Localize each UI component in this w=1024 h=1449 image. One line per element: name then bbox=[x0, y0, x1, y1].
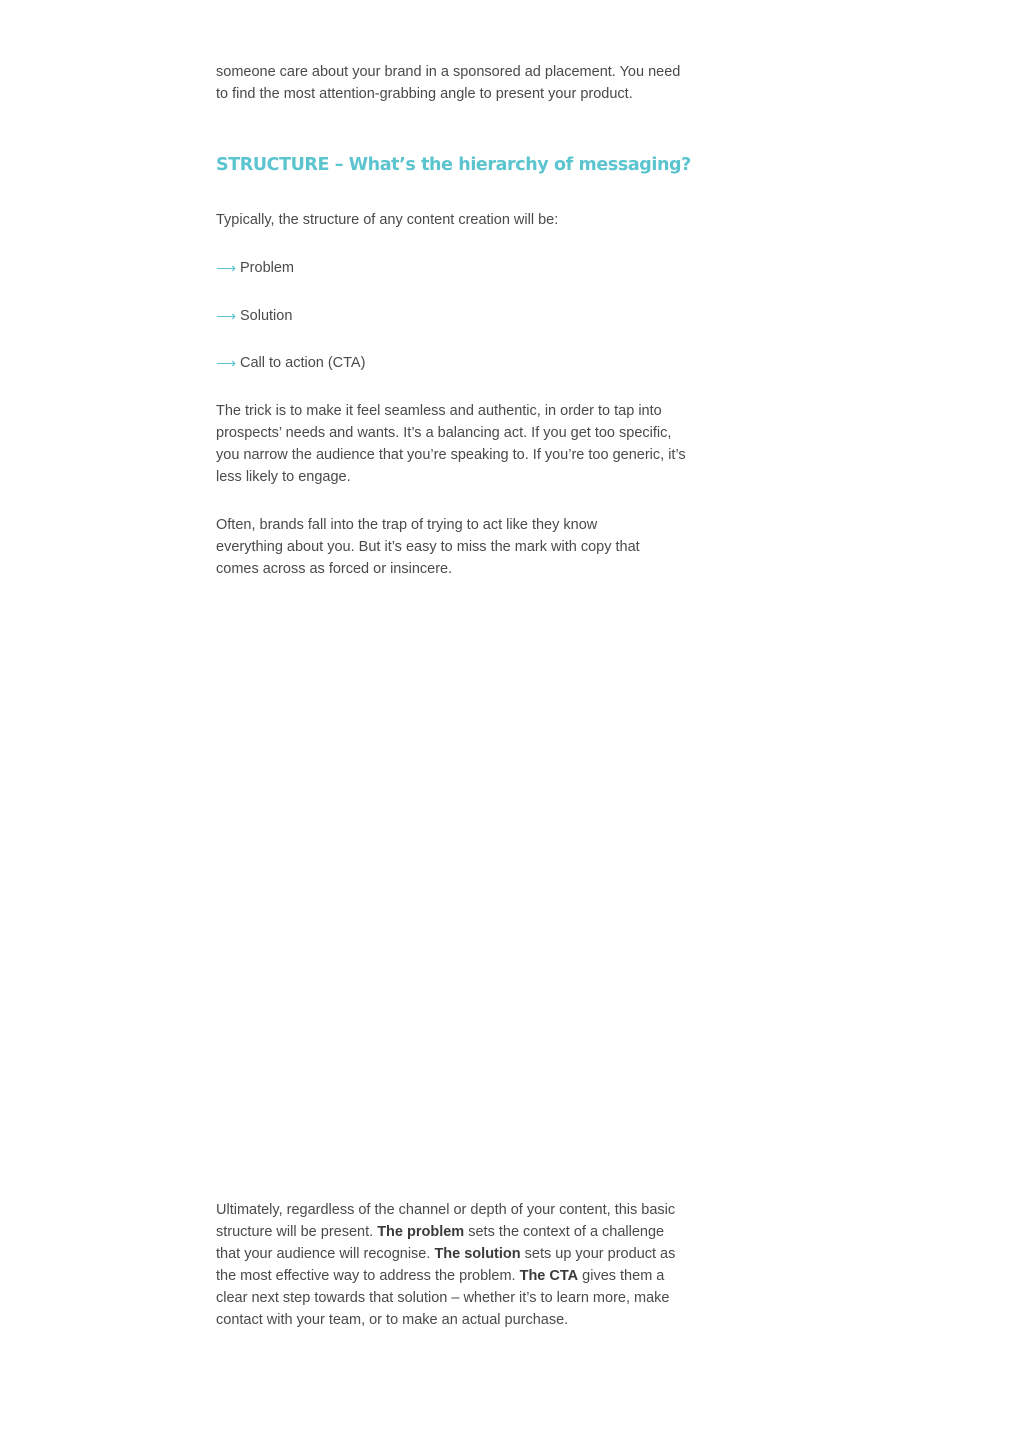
summary-text: sets the context of a challenge that your audience will recognise. bbox=[216, 1224, 665, 1262]
cta-emphasis: The CTA bbox=[519, 1268, 579, 1284]
section-heading: STRUCTURE – What’s the hierarchy of messaging? bbox=[216, 155, 691, 175]
summary-paragraph bbox=[216, 1199, 686, 1331]
arrow-right-icon: ⟶ bbox=[216, 355, 237, 371]
trap-paragraph: Often, brands fall into the trap of trying to act like they know everything about you. But it’s easy to miss the mark with copy that comes across as forced or insincere. bbox=[216, 517, 640, 577]
lead-paragraph: Typically, the structure of any content creation will be: bbox=[216, 212, 559, 228]
list-item-problem bbox=[216, 257, 294, 279]
summary-text: sets up your product as the most effective way to address the problem. bbox=[216, 1246, 676, 1284]
problem-emphasis: The problem bbox=[377, 1224, 465, 1240]
summary-text: Ultimately, regardless of the channel or depth of your content, this basic structure will be present. bbox=[216, 1202, 676, 1240]
solution-emphasis: The solution bbox=[434, 1246, 521, 1262]
list-item-label: Call to action (CTA) bbox=[240, 355, 366, 371]
list-item-label: Solution bbox=[240, 308, 293, 324]
balance-paragraph: The trick is to make it feel seamless and authentic, in order to tap into prospects’ needs and wants. It’s a balancing act. If you get too specific, you narrow the audience that you’re speaking to. If you’re too generic, it’s less likely to engage. bbox=[216, 403, 686, 485]
arrow-right-icon: ⟶ bbox=[216, 260, 237, 276]
summary-text: gives them a clear next step towards that solution – whether it’s to learn more, make contact with your team, or to make an actual purchase. bbox=[216, 1268, 670, 1328]
intro-paragraph: someone care about your brand in a sponsored ad placement. You need to find the most attention-grabbing angle to present your product. bbox=[216, 64, 681, 102]
list-item-solution bbox=[216, 305, 292, 327]
list-item-cta bbox=[216, 352, 365, 374]
arrow-right-icon: ⟶ bbox=[216, 308, 237, 324]
list-item-label: Problem bbox=[240, 260, 294, 276]
